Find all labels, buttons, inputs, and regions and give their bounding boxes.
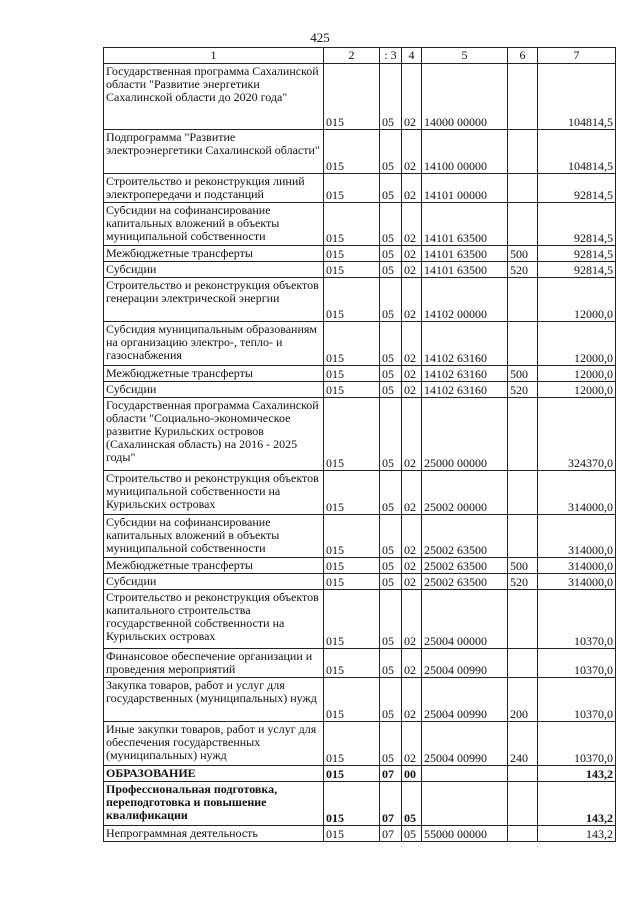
row-value-cell-c6 [508,398,538,471]
row-value-cell-c4: 02 [402,471,422,515]
row-value-cell-c4: 02 [402,246,422,262]
row-value-cell-c7: 12000,0 [538,278,616,322]
row-value-cell-c3: 05 [380,722,402,766]
row-value-cell-c6 [508,322,538,366]
table-row [104,203,616,246]
row-value-cell-c3: 05 [380,278,402,322]
table-row [104,366,616,382]
row-label-cell: Субсидии на софинансирование капитальных вложений в объекты муниципальной собственности [104,203,324,246]
row-value-cell-c4: 05 [402,826,422,842]
row-value-cell-c3: 05 [380,590,402,649]
row-value-cell-c5: 25002 63500 [422,558,508,574]
row-label-cell: Межбюджетные трансферты [104,558,324,574]
table-row [104,515,616,558]
table-row [104,398,616,471]
row-value-cell-c5: 14101 00000 [422,174,508,203]
row-value-cell-c2: 015 [324,678,380,722]
row-value-cell-c7: 10370,0 [538,678,616,722]
row-value-cell-c3: 05 [380,203,402,246]
row-label-cell: Непрограммная деятельность [104,826,324,842]
row-value-cell-c6 [508,782,538,826]
table-row [104,246,616,262]
budget-table [103,47,616,842]
table-row [104,590,616,649]
row-value-cell-c4: 02 [402,64,422,130]
row-label-cell: Строительство и реконструкция объектов генерации электрической энергии [104,278,324,322]
row-value-cell-c3: 05 [380,471,402,515]
row-value-cell-c2: 015 [324,590,380,649]
row-value-cell-c2: 015 [324,278,380,322]
row-label-cell: Строительство и реконструкция объектов капитального строительства государственной собственности на Курильских островах [104,590,324,649]
row-value-cell-c6: 500 [508,366,538,382]
table-row [104,382,616,398]
row-value-cell-c5: 25002 63500 [422,574,508,590]
row-value-cell-c7: 314000,0 [538,574,616,590]
row-label-cell: Закупка товаров, работ и услуг для государственных (муниципальных) нужд [104,678,324,722]
row-value-cell-c4: 02 [402,574,422,590]
row-value-cell-c3: 05 [380,398,402,471]
row-value-cell-c5: 25004 00990 [422,649,508,678]
row-value-cell-c3: 05 [380,649,402,678]
row-value-cell-c3: 05 [380,678,402,722]
row-label-cell: Межбюджетные трансферты [104,366,324,382]
row-value-cell-c5: 14102 63160 [422,366,508,382]
table-row [104,558,616,574]
row-value-cell-c3: 05 [380,558,402,574]
row-value-cell-c7: 104814,5 [538,130,616,174]
row-value-cell-c4: 02 [402,398,422,471]
table-header-row [104,48,616,64]
row-value-cell-c2: 015 [324,722,380,766]
row-value-cell-c5: 25000 00000 [422,398,508,471]
column-header: 7 [538,48,616,64]
row-value-cell-c2: 015 [324,174,380,203]
row-value-cell-c3: 05 [380,64,402,130]
row-value-cell-c5: 14101 63500 [422,203,508,246]
row-value-cell-c3: 05 [380,262,402,278]
row-value-cell-c2: 015 [324,64,380,130]
column-header: 2 [324,48,380,64]
table-row [104,471,616,515]
row-value-cell-c2: 015 [324,826,380,842]
row-value-cell-c3: 05 [380,366,402,382]
row-value-cell-c4: 02 [402,649,422,678]
column-header: 5 [422,48,508,64]
table-row [104,678,616,722]
row-value-cell-c6 [508,130,538,174]
column-header: 4 [402,48,422,64]
row-label-cell: Строительство и реконструкция объектов муниципальной собственности на Курильских островах [104,471,324,515]
table-row [104,130,616,174]
row-label-cell: Субсидия муниципальным образованиям на организацию электро-, тепло- и газоснабжения [104,322,324,366]
row-label-cell: Иные закупки товаров, работ и услуг для обеспечения государственных (муниципальных) нужд [104,722,324,766]
row-value-cell-c7: 12000,0 [538,382,616,398]
row-value-cell-c5: 55000 00000 [422,826,508,842]
row-value-cell-c6: 520 [508,262,538,278]
row-value-cell-c7: 12000,0 [538,366,616,382]
row-value-cell-c5: 14100 00000 [422,130,508,174]
row-value-cell-c5: 14000 00000 [422,64,508,130]
row-label-cell: Государственная программа Сахалинской области "Развитие энергетики Сахалинской области до 2020 года" [104,64,324,130]
row-value-cell-c3: 07 [380,826,402,842]
row-value-cell-c7: 314000,0 [538,558,616,574]
row-value-cell-c6: 500 [508,558,538,574]
column-header: : 3 [380,48,402,64]
row-value-cell-c4: 02 [402,678,422,722]
row-value-cell-c3: 07 [380,782,402,826]
row-value-cell-c3: 05 [380,382,402,398]
row-value-cell-c6 [508,64,538,130]
row-value-cell-c6: 240 [508,722,538,766]
row-value-cell-c6: 520 [508,574,538,590]
row-value-cell-c2: 015 [324,382,380,398]
row-value-cell-c6 [508,590,538,649]
table-row [104,322,616,366]
row-value-cell-c5: 25004 00990 [422,678,508,722]
row-value-cell-c3: 07 [380,766,402,782]
row-value-cell-c7: 324370,0 [538,398,616,471]
row-value-cell-c4: 05 [402,782,422,826]
row-value-cell-c4: 02 [402,130,422,174]
row-value-cell-c7: 143,2 [538,766,616,782]
row-value-cell-c4: 02 [402,558,422,574]
column-header: 1 [104,48,324,64]
row-value-cell-c2: 015 [324,515,380,558]
row-value-cell-c7: 92814,5 [538,246,616,262]
row-value-cell-c7: 10370,0 [538,590,616,649]
row-label-cell: Субсидии на софинансирование капитальных вложений в объекты муниципальной собственности [104,515,324,558]
row-value-cell-c4: 02 [402,278,422,322]
row-value-cell-c6 [508,203,538,246]
row-value-cell-c6 [508,174,538,203]
row-value-cell-c2: 015 [324,574,380,590]
table-row [104,262,616,278]
row-label-cell: ОБРАЗОВАНИЕ [104,766,324,782]
row-value-cell-c6 [508,826,538,842]
row-value-cell-c6 [508,649,538,678]
row-value-cell-c4: 02 [402,722,422,766]
row-value-cell-c7: 10370,0 [538,722,616,766]
row-value-cell-c7: 92814,5 [538,203,616,246]
row-label-cell: Субсидии [104,574,324,590]
row-value-cell-c7: 314000,0 [538,515,616,558]
row-value-cell-c4: 02 [402,322,422,366]
row-label-cell: Субсидии [104,262,324,278]
row-value-cell-c5 [422,766,508,782]
row-value-cell-c7: 10370,0 [538,649,616,678]
row-value-cell-c7: 92814,5 [538,174,616,203]
row-value-cell-c2: 015 [324,203,380,246]
row-label-cell: Государственная программа Сахалинской области "Социально-экономическое развитие Курильских островов (Сахалинская область) на 2016 - 2025 годы" [104,398,324,471]
row-value-cell-c6: 200 [508,678,538,722]
row-value-cell-c7: 12000,0 [538,322,616,366]
table-row [104,574,616,590]
row-value-cell-c2: 015 [324,398,380,471]
row-value-cell-c5: 25004 00990 [422,722,508,766]
row-value-cell-c4: 02 [402,366,422,382]
table-row [104,766,616,782]
page-number: 425 [310,30,330,45]
row-value-cell-c4: 02 [402,382,422,398]
row-value-cell-c2: 015 [324,558,380,574]
row-value-cell-c6 [508,278,538,322]
row-value-cell-c5: 25004 00000 [422,590,508,649]
column-header: 6 [508,48,538,64]
row-value-cell-c2: 015 [324,322,380,366]
row-value-cell-c3: 05 [380,322,402,366]
row-value-cell-c2: 015 [324,262,380,278]
row-value-cell-c5: 25002 63500 [422,515,508,558]
row-label-cell: Межбюджетные трансферты [104,246,324,262]
table-row [104,782,616,826]
row-label-cell: Профессиональная подготовка, переподготовка и повышение квалификации [104,782,324,826]
row-value-cell-c7: 143,2 [538,826,616,842]
row-value-cell-c3: 05 [380,246,402,262]
row-value-cell-c4: 00 [402,766,422,782]
row-value-cell-c4: 02 [402,174,422,203]
row-label-cell: Субсидии [104,382,324,398]
row-value-cell-c4: 02 [402,203,422,246]
row-value-cell-c2: 015 [324,366,380,382]
table-row [104,64,616,130]
row-label-cell: Строительство и реконструкция линий электропередачи и подстанций [104,174,324,203]
table-row [104,722,616,766]
row-value-cell-c7: 104814,5 [538,64,616,130]
table-row [104,649,616,678]
row-value-cell-c7: 314000,0 [538,471,616,515]
table-row [104,174,616,203]
row-value-cell-c5 [422,782,508,826]
row-value-cell-c5: 14102 63160 [422,322,508,366]
row-value-cell-c4: 02 [402,262,422,278]
row-value-cell-c5: 14102 63160 [422,382,508,398]
row-value-cell-c6: 520 [508,382,538,398]
row-value-cell-c2: 015 [324,782,380,826]
row-value-cell-c4: 02 [402,590,422,649]
row-value-cell-c3: 05 [380,574,402,590]
table-row [104,278,616,322]
row-value-cell-c6 [508,766,538,782]
row-value-cell-c3: 05 [380,174,402,203]
row-value-cell-c5: 25002 00000 [422,471,508,515]
row-value-cell-c6 [508,515,538,558]
row-value-cell-c2: 015 [324,130,380,174]
row-value-cell-c3: 05 [380,515,402,558]
row-value-cell-c5: 14101 63500 [422,262,508,278]
row-value-cell-c2: 015 [324,246,380,262]
row-value-cell-c6: 500 [508,246,538,262]
row-value-cell-c2: 015 [324,471,380,515]
row-value-cell-c4: 02 [402,515,422,558]
row-value-cell-c5: 14102 00000 [422,278,508,322]
row-value-cell-c3: 05 [380,130,402,174]
row-label-cell: Финансовое обеспечение организации и проведения мероприятий [104,649,324,678]
row-value-cell-c7: 92814,5 [538,262,616,278]
row-label-cell: Подпрограмма "Развитие электроэнергетики Сахалинской области" [104,130,324,174]
row-value-cell-c6 [508,471,538,515]
row-value-cell-c5: 14101 63500 [422,246,508,262]
table-row [104,826,616,842]
row-value-cell-c7: 143,2 [538,782,616,826]
row-value-cell-c2: 015 [324,649,380,678]
row-value-cell-c2: 015 [324,766,380,782]
